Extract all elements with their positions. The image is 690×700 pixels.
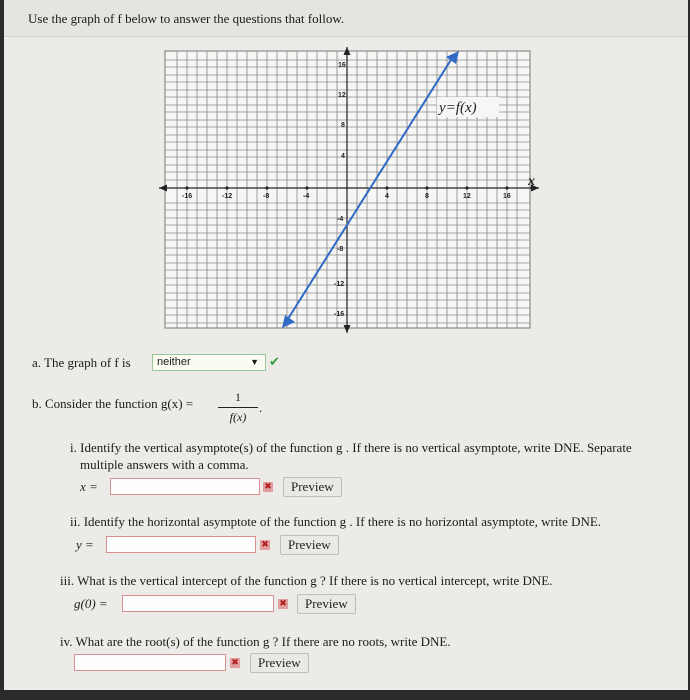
roots-input[interactable] bbox=[74, 654, 226, 671]
x-tick-label: 12 bbox=[463, 193, 471, 200]
x-tick-label: -4 bbox=[303, 193, 310, 200]
fraction bbox=[218, 390, 258, 425]
fraction-denominator: f(x) bbox=[229, 410, 247, 424]
sub-iv-text: iv. What are the root(s) of the function g ? If there are no roots, write DNE. bbox=[60, 634, 451, 649]
y-tick-label: 12 bbox=[338, 92, 346, 99]
sub-i-text-line2: multiple answers with a comma. bbox=[80, 457, 249, 472]
x-axis-label: x bbox=[528, 174, 535, 189]
preview-button-i[interactable]: Preview bbox=[283, 477, 342, 497]
y-tick-label: -12 bbox=[334, 281, 345, 288]
x-tick-label: 16 bbox=[503, 193, 511, 200]
curve-label: y=f(x) bbox=[439, 100, 477, 116]
dropdown-arrow-icon: ▼ bbox=[250, 357, 259, 367]
y-tick-label: -4 bbox=[337, 216, 344, 223]
vertical-asymptote-input[interactable] bbox=[110, 478, 260, 495]
graph-type-selected: neither bbox=[157, 356, 191, 368]
horizontal-asymptote-input[interactable] bbox=[106, 536, 256, 553]
question-b-text: b. Consider the function g(x) = bbox=[32, 396, 194, 411]
incorrect-x-icon: ✖ bbox=[279, 599, 287, 609]
y-tick-label: 8 bbox=[341, 122, 345, 129]
x-tick-label: -8 bbox=[263, 193, 270, 200]
preview-button-ii[interactable]: Preview bbox=[280, 535, 339, 555]
x-axis-arrow-left bbox=[159, 185, 167, 192]
x-tick-label: -16 bbox=[182, 193, 193, 200]
question-b-suffix: . bbox=[259, 400, 263, 415]
sub-i-label: x = bbox=[80, 479, 98, 494]
question-a-text: a. The graph of f is bbox=[32, 355, 131, 370]
instruction-header bbox=[4, 0, 688, 37]
graph-type-select[interactable] bbox=[152, 354, 266, 371]
x-tick-label: -12 bbox=[222, 193, 233, 200]
incorrect-x-icon: ✖ bbox=[264, 482, 272, 492]
incorrect-x-icon: ✖ bbox=[231, 658, 239, 668]
instruction-text: Use the graph of f below to answer the questions that follow. bbox=[28, 11, 345, 26]
sub-iii-text: iii. What is the vertical intercept of the function g ? If there is no vertical intercept, write DNE. bbox=[60, 573, 553, 588]
function-graph bbox=[159, 45, 544, 335]
y-tick-label: 16 bbox=[338, 62, 346, 69]
y-tick-label: -16 bbox=[334, 311, 345, 318]
x-tick-label: 4 bbox=[385, 193, 389, 200]
sub-ii-text: ii. Identify the horizontal asymptote of the function g . If there is no horizontal asymptote, write DNE. bbox=[70, 514, 602, 529]
y-tick-label: -8 bbox=[337, 246, 344, 253]
sub-ii-label: y = bbox=[76, 537, 94, 552]
vertical-intercept-input[interactable] bbox=[122, 595, 274, 612]
sub-i-text-line1: i. Identify the vertical asymptote(s) of the function g . If there is no vertical asymptote, write DNE. Separate bbox=[70, 440, 632, 455]
y-tick-label: 4 bbox=[341, 153, 345, 160]
sub-iii-label: g(0) = bbox=[74, 596, 108, 611]
y-axis-arrow-down bbox=[344, 325, 351, 333]
fraction-bar bbox=[218, 407, 258, 408]
correct-check-icon: ✔ bbox=[269, 355, 280, 370]
preview-button-iii[interactable]: Preview bbox=[297, 594, 356, 614]
preview-button-iv[interactable]: Preview bbox=[250, 653, 309, 673]
incorrect-x-icon: ✖ bbox=[261, 540, 269, 550]
fraction-numerator: 1 bbox=[235, 390, 241, 404]
worksheet-page bbox=[4, 0, 688, 690]
x-tick-label: 8 bbox=[425, 193, 429, 200]
